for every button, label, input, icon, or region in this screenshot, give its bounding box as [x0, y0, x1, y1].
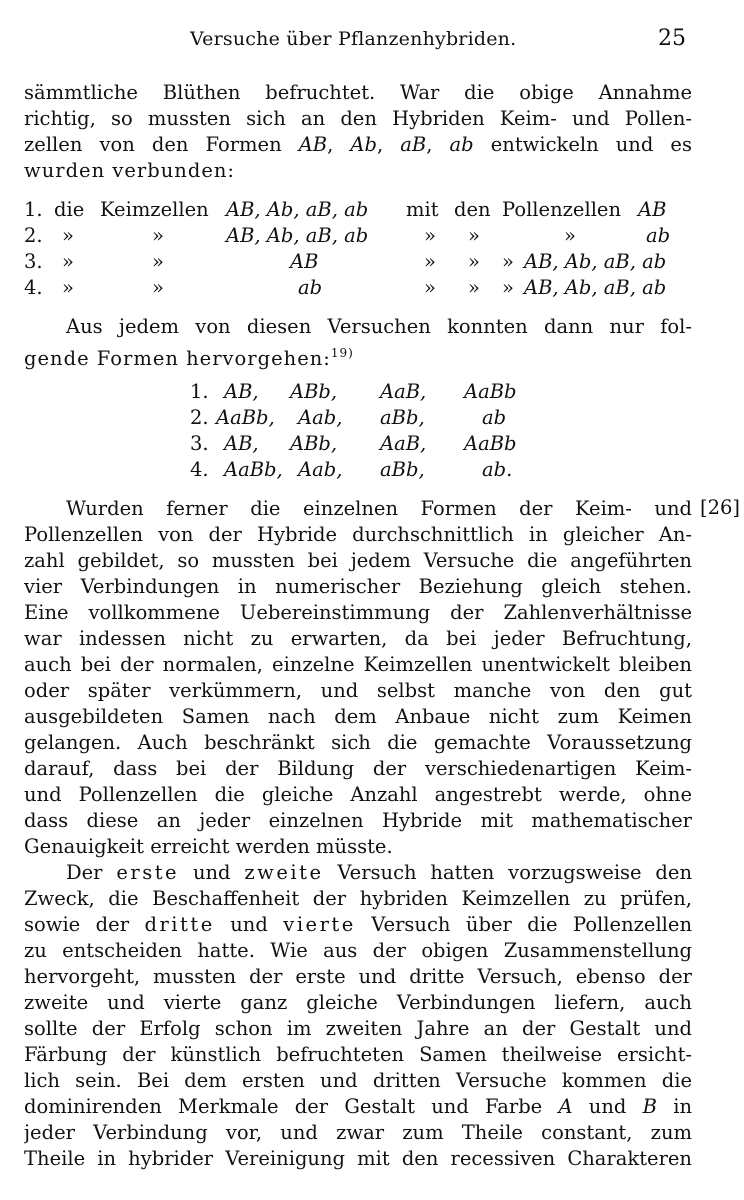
text-line: vier Verbindungen in numerischer Beziehung gleich stehen.	[24, 575, 692, 598]
text-line: auch bei der normalen, einzelne Keimzellen unentwickelt bleiben	[24, 653, 692, 676]
text-line: Der erste und zweite Versuch hatten vorzugsweise den	[66, 861, 692, 884]
forms-intro	[24, 314, 692, 370]
text-line: sämmtliche Blüthen befruchtet. War die obige Annahme	[24, 81, 692, 104]
text-line: Genauigkeit erreicht werden müsste.	[24, 835, 393, 858]
text-line: war indessen nicht zu erwarten, da bei jeder Befruchtung,	[24, 627, 692, 650]
text-line: oder später verkümmern, und selbst manche von den gut	[24, 679, 692, 702]
paragraph-1	[24, 496, 692, 860]
text-line: dominirenden Merkmale der Gestalt und Farbe A und B in	[24, 1095, 692, 1118]
text-line: Aus jedem von diesen Versuchen konnten dann nur fol-	[66, 315, 692, 338]
text-line: sollte der Erfolg schon im zweiten Jahre an der Gestalt und	[24, 1017, 692, 1040]
intro-paragraph	[24, 80, 692, 184]
margin-page-reference: [26]	[700, 496, 741, 519]
text-line: und Pollenzellen die gleiche Anzahl angestrebt werde, ohne	[24, 783, 692, 806]
text-line: wurden verbunden:	[24, 159, 235, 182]
text-line: gelangen. Auch beschränkt sich die gemachte Voraussetzung	[24, 731, 692, 754]
text-line: zellen von den Formen AB, Ab, aB, ab entwickeln und es	[24, 133, 692, 156]
text-line: richtig, so mussten sich an den Hybriden Keim- und Pollen-	[24, 107, 692, 130]
running-title: Versuche über Pflanzenhybriden.	[190, 28, 517, 50]
text-line: sowie der dritte und vierte Versuch über die Pollenzellen	[24, 913, 692, 936]
text-line: Pollenzellen von der Hybride durchschnittlich in gleicher An-	[24, 523, 692, 546]
text-line: lich sein. Bei dem ersten und dritten Versuche kommen die	[24, 1069, 692, 1092]
book-page: Versuche über Pflanzenhybriden. 25 sämmtliche Blüthen befruchtet. War die obige Annahme richtig, so mussten sich an den Hybriden Keim- und Pollen- zellen von den Formen AB, Ab, aB, ab entwickeln und es wurden verbunden: 1. die Keimzellen AB, Ab, aB, ab mit den Pollenzellen AB 2. » » AB, Ab, aB, ab » » » ab 3. » » AB » » » AB, Ab, aB, ab 4. » » ab » » » AB, Ab, aB, ab Aus jedem von diesen Versuchen konnten dann nur fol- gende Formen hervorgehen:$^{19)}$ 1. AB, ABb, AaB, AaBb 2. AaBb, Aab, aBb, ab 3. AB, ABb, AaB, AaBb 4. AaBb, Aab, aBb, ab. [26] Wurden ferner die einzelnen Formen der Keim- und Pollenzellen von der Hybride durchschnittlich in gleicher An- zahl gebildet, so mussten bei jedem Versuche die angeführten vier Verbindungen in numerischer Beziehung gleich stehen. Eine vollkommene Uebereinstimmung der Zahlenverhältnisse war indessen nicht zu erwarten, da bei jeder Befruchtung, auch bei der normalen, einzelne Keimzellen unentwickelt bleiben oder später verkümmern, und selbst manche von den gut ausgebildeten Samen nach dem Anbaue nicht zum Keimen gelangen. Auch beschränkt sich die gemachte Voraussetzung darauf, dass bei der Bildung der verschiedenartigen Keim- und Pollenzellen die gleiche Anzahl angestrebt werde, ohne dass diese an jeder einzelnen Hybride mit mathematischer Genauigkeit erreicht werden müsste. Der erste und zweite Versuch hatten vorzugsweise den Zweck, die Beschaffenheit der hybriden Keimzellen zu prüfen, sowie der dritte und vierte Versuch über die Pollenzellen zu entscheiden hatte. Wie aus der obigen Zusammenstellung hervorgeht, mussten der erste und dritte Versuch, ebenso der zweite und vierte ganz gleiche Verbindungen liefern, auch sollte der Erfolg schon im zweiten Jahre an der Gestalt und Färbung der künstlich befruchteten Samen theilweise ersicht- lich sein. Bei dem ersten und dritten Versuche kommen die dominirenden Merkmale der Gestalt und Farbe A und B in jeder Verbindung vor, und zwar zum Theile constant, zum Theile in hybrider Vereinigung mit den recessiven Charakteren	[24, 26, 741, 1170]
text-line: zahl gebildet, so mussten bei jedem Versuche die angeführten	[24, 549, 692, 572]
text-line: Eine vollkommene Uebereinstimmung der Zahlenverhältnisse	[24, 601, 692, 624]
text-line: zweite und vierte ganz gleiche Verbindungen liefern, auch	[24, 991, 692, 1014]
text-line: darauf, dass bei der Bildung der verschiedenartigen Keim-	[24, 757, 692, 780]
text-line: dass diese an jeder einzelnen Hybride mit mathematischer	[24, 809, 692, 832]
text-line: Wurden ferner die einzelnen Formen der Keim- und	[66, 497, 692, 520]
text-line: gende Formen hervorgehen:$^{19)}$	[24, 346, 354, 370]
text-line: ausgebildeten Samen nach dem Anbaue nicht zum Keimen	[24, 705, 692, 728]
paragraph-2	[24, 860, 692, 1172]
text-line: Theile in hybrider Vereinigung mit den recessiven Charakteren	[24, 1147, 692, 1170]
text-line: jeder Verbindung vor, und zwar zum Theile constant, zum	[24, 1121, 692, 1144]
footnote-ref[interactable]: 19)	[330, 346, 354, 360]
text-line: Färbung der künstlich befruchteten Samen theilweise ersicht-	[24, 1043, 692, 1066]
text-line: Zweck, die Beschaffenheit der hybriden Keimzellen zu prüfen,	[24, 887, 692, 910]
text-line: zu entscheiden hatte. Wie aus der obigen Zusammenstellung	[24, 939, 692, 962]
page-number: 25	[658, 26, 686, 51]
text-line: hervorgeht, mussten der erste und dritte Versuch, ebenso der	[24, 965, 692, 988]
